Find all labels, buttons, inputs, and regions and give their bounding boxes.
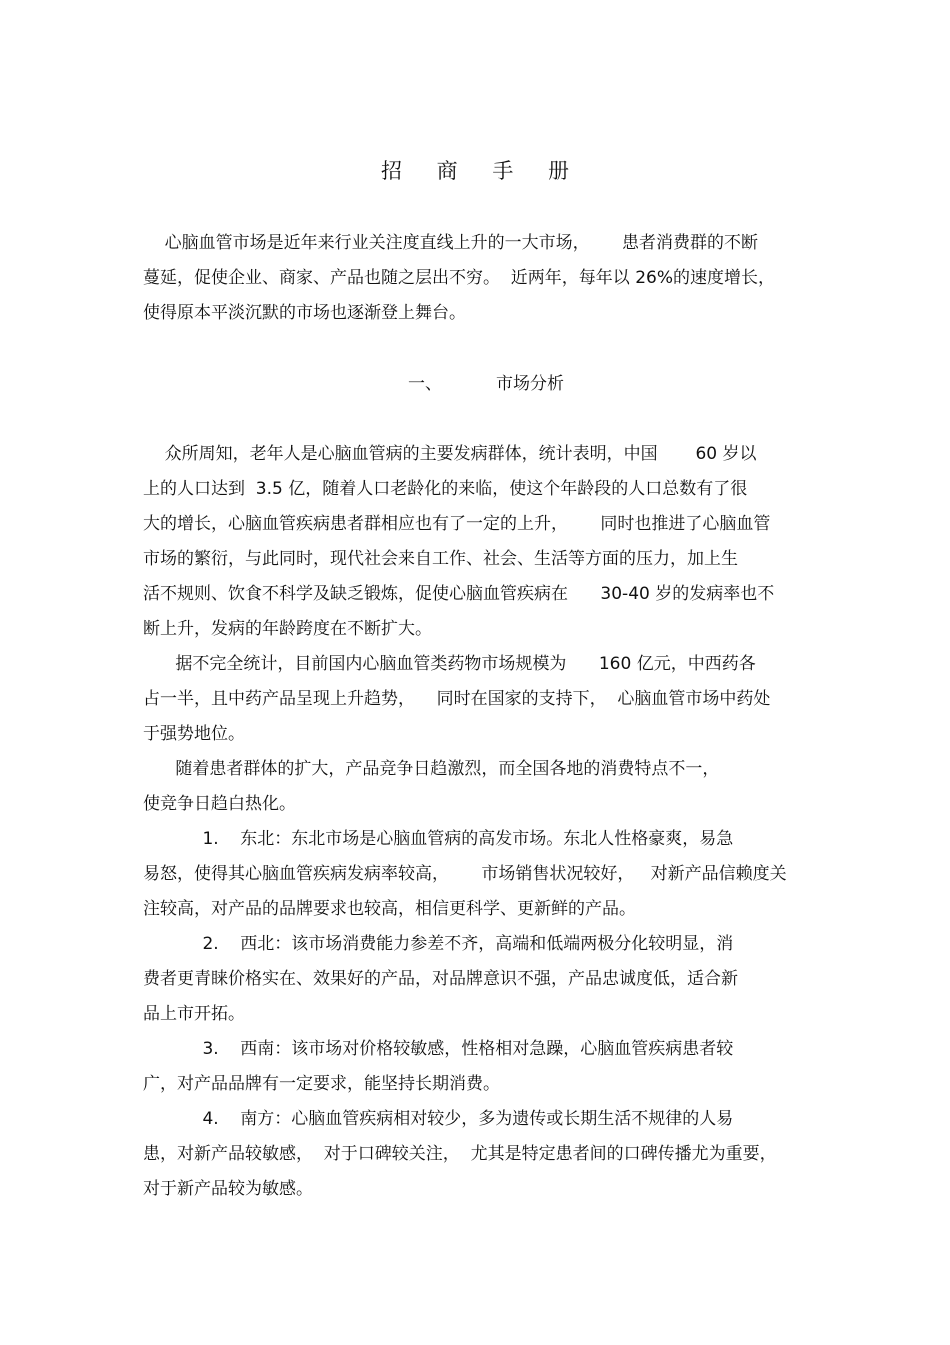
list-item-northeast: [143, 822, 808, 927]
list-item-line: 易怒，使得其心脑血管疾病发病率较高， 市场销售状况较好， 对新产品信赖度关: [143, 864, 787, 884]
list-item-line: 1. 东北：东北市场是心脑血管病的高发市场。东北人性格豪爽，易急: [143, 829, 734, 849]
section-heading-market-analysis: [408, 369, 564, 399]
list-item-line: 3. 西南：该市场对价格较敏感，性格相对急躁，心脑血管疾病患者较: [143, 1039, 734, 1059]
paragraph-competition: [143, 752, 808, 822]
list-item-line: 2. 西北：该市场消费能力参差不齐，高端和低端两极分化较明显，消: [143, 934, 734, 954]
intro-line: 使得原本平淡沉默的市场也逐渐登上舞台。: [143, 303, 466, 323]
list-item-line: 注较高，对产品的品牌要求也较高，相信更科学、更新鲜的产品。: [143, 899, 636, 919]
paragraph-line: 上的人口达到 3.5 亿，随着人口老龄化的来临，使这个年龄段的人口总数有了很: [143, 479, 748, 499]
paragraph-population: [143, 437, 808, 647]
section-number: 一、: [408, 374, 442, 394]
paragraph-line: 众所周知，老年人是心脑血管病的主要发病群体，统计表明，中国 60 岁以: [143, 444, 757, 464]
paragraph-line: 据不完全统计，目前国内心脑血管类药物市场规模为 160 亿元，中西药各: [143, 654, 756, 674]
document-title: 招 商 手 册: [380, 159, 584, 183]
intro-line: 心脑血管市场是近年来行业关注度直线上升的一大市场， 患者消费群的不断: [143, 233, 759, 253]
list-item-northwest: [143, 927, 808, 1032]
paragraph-line: 活不规则、饮食不科学及缺乏锻炼，促使心脑血管疾病在 30-40 岁的发病率也不: [143, 584, 775, 604]
intro-line: 蔓延，促使企业、商家、产品也随之层出不穷。 近两年，每年以 26%的速度增长，: [143, 268, 775, 288]
list-item-line: 广，对产品品牌有一定要求，能坚持长期消费。: [143, 1074, 500, 1094]
list-item-line: 患，对新产品较敏感， 对于口碑较关注， 尤其是特定患者间的口碑传播尤为重要，: [143, 1144, 777, 1164]
list-item-south: [143, 1102, 808, 1207]
paragraph-line: 于强势地位。: [143, 724, 245, 744]
list-item-southwest: [143, 1032, 808, 1102]
paragraph-line: 断上升，发病的年龄跨度在不断扩大。: [143, 619, 432, 639]
paragraph-line: 占一半，且中药产品呈现上升趋势， 同时在国家的支持下， 心脑血管市场中药处: [143, 689, 771, 709]
intro-paragraph: [143, 226, 808, 331]
paragraph-line: 市场的繁衍，与此同时，现代社会来自工作、社会、生活等方面的压力，加上生: [143, 549, 738, 569]
paragraph-market-size: [143, 647, 808, 752]
paragraph-line: 大的增长，心脑血管疾病患者群相应也有了一定的上升， 同时也推进了心脑血管: [143, 514, 771, 534]
section-title: 市场分析: [496, 374, 565, 394]
paragraph-line: 随着患者群体的扩大，产品竞争日趋激烈，而全国各地的消费特点不一，: [143, 759, 720, 779]
list-item-line: 费者更青睐价格实在、效果好的产品，对品牌意识不强，产品忠诚度低，适合新: [143, 969, 738, 989]
list-item-line: 对于新产品较为敏感。: [143, 1179, 313, 1199]
list-item-line: 4. 南方：心脑血管疾病相对较少，多为遗传或长期生活不规律的人易: [143, 1109, 734, 1129]
list-item-line: 品上市开拓。: [143, 1004, 245, 1024]
paragraph-line: 使竞争日趋白热化。: [143, 794, 296, 814]
